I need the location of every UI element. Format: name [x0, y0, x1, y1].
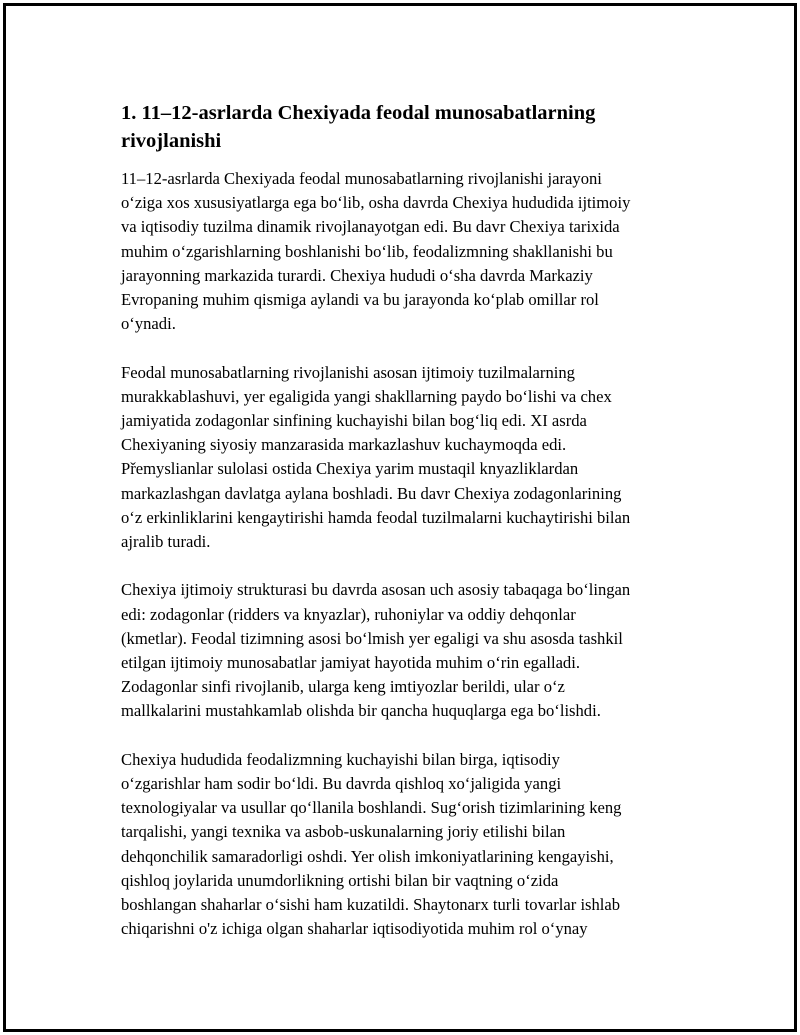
paragraph-line: o‘z erkinliklarini kengaytirishi hamda feodal tuzilmalarni kuchaytirishi bilan: [121, 507, 631, 527]
paragraph-line: qishloq joylarida unumdorlikning ortishi bilan bir vaqtning o‘zida: [121, 870, 559, 890]
paragraph-line: va iqtisodiy tuzilma dinamik rivojlanayotgan edi. Bu davr Chexiya tarixida: [121, 217, 620, 237]
paragraph-line: Chexiya hududida feodalizmning kuchayishi bilan birga, iqtisodiy: [121, 749, 560, 769]
paragraph-line: Přemyslianlar sulolasi ostida Chexiya yarim mustaqil knyazliklardan: [121, 459, 579, 479]
paragraph-line: chiqarishni o'z ichiga olgan shaharlar iqtisodiyotida muhim rol o‘ynay: [121, 919, 588, 939]
paragraph-line: o‘ynadi.: [121, 314, 176, 334]
paragraph-line: texnologiyalar va usullar qo‘llanila boshlandi. Sug‘orish tizimlarining keng: [121, 798, 622, 818]
paragraph-line: etilgan ijtimoiy munosabatlar jamiyat hayotida muhim o‘rin egalladi.: [121, 653, 580, 673]
paragraph-2: [121, 361, 696, 555]
paragraph-line: ajralib turadi.: [121, 532, 211, 552]
paragraph-line: jamiyatida zodagonlar sinfining kuchayishi bilan bog‘liq edi. XI asrda: [121, 411, 587, 431]
paragraph-3: [121, 578, 696, 723]
paragraph-line: Chexiya ijtimoiy strukturasi bu davrda asosan uch asosiy tabaqaga bo‘lingan: [121, 580, 631, 600]
paragraph-line: boshlangan shaharlar o‘sishi ham kuzatildi. Shaytonarx turli tovarlar ishlab: [121, 895, 621, 915]
heading-line: 1. 11–12-asrlarda Chexiyada feodal munosabatlarning: [121, 102, 596, 124]
paragraph-line: jarayonning markazida turardi. Chexiya hududi o‘sha davrda Markaziy: [121, 265, 593, 285]
paragraph-line: edi: zodagonlar (ridders va knyazlar), ruhoniylar va oddiy dehqonlar: [121, 604, 576, 624]
document-body: [121, 99, 696, 966]
paragraph-line: murakkablashuvi, yer egaligida yangi shakllarning paydo bo‘lishi va chex: [121, 386, 612, 406]
paragraph-line: Chexiyaning siyosiy manzarasida markazlashuv kuchaymoqda edi.: [121, 435, 567, 455]
paragraph-4: [121, 748, 696, 942]
heading-line: rivojlanishi: [121, 130, 222, 152]
paragraph-line: o‘ziga xos xususiyatlarga ega bo‘lib, osha davrda Chexiya hududida ijtimoiy: [121, 193, 631, 213]
paragraph-line: Zodagonlar sinfi rivojlanib, ularga keng imtiyozlar berildi, ular o‘z: [121, 677, 565, 697]
paragraph-line: 11–12-asrlarda Chexiyada feodal munosabatlarning rivojlanishi jarayoni: [121, 169, 602, 188]
paragraph-line: (kmetlar). Feodal tizimning asosi bo‘lmish yer egaligi va shu asosda tashkil: [121, 628, 623, 648]
paragraph-line: muhim o‘zgarishlarning boshlanishi bo‘lib, feodalizmning shakllanishi bu: [121, 241, 613, 261]
paragraph-line: markazlashgan davlatga aylana boshladi. Bu davr Chexiya zodagonlarining: [121, 483, 622, 503]
paragraph-line: dehqonchilik samaradorligi oshdi. Yer olish imkoniyatlarining kengayishi,: [121, 846, 614, 866]
section-heading: [121, 99, 696, 155]
paragraph-line: o‘zgarishlar ham sodir bo‘ldi. Bu davrda qishloq xo‘jaligida yangi: [121, 774, 562, 794]
paragraph-line: tarqalishi, yangi texnika va asbob-uskunalarning joriy etilishi bilan: [121, 822, 566, 842]
paragraph-1: [121, 167, 696, 336]
page-frame: [3, 3, 797, 1032]
paragraph-line: mallkalarini mustahkamlab olishda bir qancha huquqlarga ega bo‘lishdi.: [121, 701, 601, 721]
paragraph-line: Evropaning muhim qismiga aylandi va bu jarayonda ko‘plab omillar rol: [121, 290, 599, 310]
paragraph-line: Feodal munosabatlarning rivojlanishi asosan ijtimoiy tuzilmalarning: [121, 362, 575, 382]
